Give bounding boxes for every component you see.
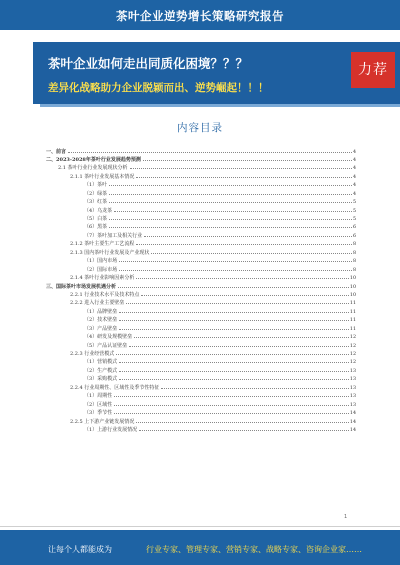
toc-entry[interactable] (46, 146, 356, 154)
table-of-contents (46, 146, 356, 433)
hero-divider (40, 104, 400, 107)
toc-entry-label: （3）季节性 (84, 410, 113, 417)
toc-entry[interactable] (46, 214, 356, 222)
toc-entry-page: 10 (349, 292, 356, 298)
toc-entry-label: （3）产品壁垒 (84, 325, 118, 332)
toc-entry[interactable] (46, 256, 356, 264)
toc-entry[interactable] (46, 188, 356, 196)
toc-entry[interactable] (46, 424, 356, 432)
logo-badge: 力荐 (351, 52, 395, 88)
toc-leader-dots (134, 332, 349, 339)
toc-entry[interactable] (46, 163, 356, 171)
toc-entry-page: 6 (352, 233, 356, 239)
toc-entry[interactable] (46, 180, 356, 188)
toc-entry-page: 14 (349, 427, 356, 433)
toc-entry-page: 14 (349, 419, 356, 425)
toc-entry-label: （2）技术壁垒 (84, 317, 118, 324)
toc-entry-label: 2.2.4 行业周期性、区域性及季节性特征 (70, 384, 160, 391)
toc-entry-page: 12 (349, 352, 356, 357)
toc-leader-dots (161, 382, 349, 389)
toc-entry[interactable] (46, 264, 356, 272)
toc-entry-label: 2.1.1 茶叶行业发展基本情况 (70, 173, 135, 180)
toc-entry-label: （1）品牌壁垒 (84, 308, 118, 315)
hero-slogan: 差异化战略助力企业脱颖而出、逆势崛起！！！ (48, 82, 269, 94)
toc-entry-label: （3）红茶 (84, 199, 108, 206)
toc-leader-dots (126, 298, 349, 305)
toc-leader-dots (136, 239, 352, 246)
toc-leader-dots (109, 197, 352, 204)
toc-entry-page: 13 (349, 368, 356, 374)
toc-leader-dots (116, 349, 349, 356)
toc-entry-label: （4）乌龙茶 (84, 207, 113, 214)
toc-entry-label: （5）产品认证壁垒 (84, 342, 128, 349)
toc-entry[interactable] (46, 281, 356, 289)
toc-entry-page: 13 (349, 394, 356, 400)
toc-entry[interactable] (46, 357, 356, 365)
report-title: 茶叶企业逆势增长策略研究报告 (116, 9, 284, 23)
toc-entry-page: 4 (352, 183, 356, 189)
toc-entry[interactable] (46, 289, 356, 297)
toc-leader-dots (136, 273, 349, 280)
toc-entry-page: 12 (349, 335, 356, 341)
toc-entry-label: 2.1.2 茶叶主要生产工艺流程 (70, 241, 135, 248)
toc-entry[interactable] (46, 391, 356, 399)
toc-entry-label: （2）国际市场 (84, 266, 118, 273)
toc-entry-page: 8 (352, 250, 356, 256)
toc-entry[interactable] (46, 222, 356, 230)
toc-entry-label: 2.2.1 行业技术水平及技术特点 (70, 291, 140, 298)
toc-entry-label: （2）绿茶 (84, 190, 108, 197)
toc-leader-dots (136, 416, 349, 423)
footer-tagline: 让每个人都能成为 (48, 545, 112, 554)
toc-leader-dots (141, 289, 349, 296)
toc-entry-page: 6 (352, 225, 356, 231)
toc-leader-dots (139, 424, 349, 431)
toc-entry-page: 5 (352, 217, 356, 222)
toc-leader-dots (114, 391, 349, 398)
toc-entry[interactable] (46, 349, 356, 357)
toc-entry-label: （3）采购模式 (84, 376, 118, 383)
toc-entry[interactable] (46, 416, 356, 424)
toc-entry-page: 8 (352, 242, 356, 248)
toc-entry-label: 2.1.3 国内茶叶行业发展及产业现状 (70, 249, 150, 256)
toc-entry[interactable] (46, 298, 356, 306)
toc-entry-page: 13 (349, 377, 356, 383)
toc-leader-dots (119, 256, 352, 263)
toc-entry-page: 4 (352, 174, 356, 180)
toc-entry-page: 5 (352, 208, 356, 214)
hero-question: 茶叶企业如何走出同质化困境？？？ (48, 56, 249, 71)
toc-leader-dots (119, 306, 349, 313)
toc-entry-page: 13 (349, 402, 356, 408)
toc-entry-page: 14 (349, 411, 356, 417)
toc-leader-dots (109, 188, 352, 195)
toc-leader-dots (118, 281, 349, 288)
toc-entry-page: 13 (349, 385, 356, 391)
toc-leader-dots (143, 154, 352, 161)
toc-entry-label: （1）上游行业发展情况 (84, 426, 138, 433)
toc-entry[interactable] (46, 374, 356, 382)
toc-leader-dots (114, 408, 349, 415)
toc-leader-dots (114, 205, 352, 212)
toc-entry[interactable] (46, 247, 356, 255)
toc-entry-page: 11 (349, 318, 356, 324)
toc-leader-dots (119, 357, 349, 364)
toc-entry[interactable] (46, 273, 356, 281)
toc-entry-label: 2.1.4 茶叶行业影响因素分析 (70, 275, 135, 282)
toc-leader-dots (114, 399, 349, 406)
toc-entry[interactable] (46, 332, 356, 340)
toc-entry[interactable] (46, 171, 356, 179)
footer-roles: 行业专家、管理专家、营销专家、战略专家、咨询企业家…… (146, 545, 362, 554)
toc-entry-label: （1）茶叶 (84, 182, 108, 189)
toc-leader-dots (119, 365, 349, 372)
toc-leader-dots (130, 163, 352, 170)
toc-entry-label: （6）黑茶 (84, 224, 108, 231)
toc-leader-dots (109, 214, 352, 221)
page-number: 1 (344, 514, 348, 520)
toc-entry-page: 10 (349, 284, 356, 290)
toc-title: 内容目录 (177, 122, 223, 134)
toc-entry-label: （1）营销模式 (84, 359, 118, 366)
toc-entry[interactable] (46, 323, 356, 331)
toc-leader-dots (68, 146, 352, 153)
toc-entry-page: 4 (352, 166, 356, 172)
toc-entry-label: 2.1 茶叶行业行业发展现状分析 (58, 165, 128, 172)
toc-leader-dots (119, 264, 352, 271)
toc-leader-dots (109, 180, 352, 187)
toc-entry-label: 二、2023-2028年茶叶行业发展趋势预测 (46, 156, 141, 163)
toc-leader-dots (136, 171, 352, 178)
toc-entry-page: 11 (349, 301, 356, 307)
toc-entry[interactable] (46, 382, 356, 390)
toc-entry-page: 8 (352, 267, 356, 273)
toc-entry[interactable] (46, 399, 356, 407)
toc-entry-label: （7）茶叶加工及相关行业 (84, 232, 143, 239)
toc-entry-label: （2）生产模式 (84, 367, 118, 374)
toc-entry-label: 2.2.2 进入行业主要壁垒 (70, 300, 125, 307)
toc-leader-dots (144, 230, 352, 237)
toc-leader-dots (119, 315, 349, 322)
toc-entry[interactable] (46, 197, 356, 205)
toc-entry[interactable] (46, 340, 356, 348)
toc-entry-label: 一、前言 (46, 148, 67, 155)
toc-entry-page: 12 (349, 343, 356, 349)
toc-entry-label: （4）研发及规模壁垒 (84, 334, 133, 341)
toc-entry-label: （2）区域性 (84, 401, 113, 408)
toc-entry-label: 三、国际茶叶市场发展机遇分析 (46, 283, 117, 290)
toc-entry[interactable] (46, 205, 356, 213)
toc-entry-label: （1）周期性 (84, 393, 113, 400)
toc-entry[interactable] (46, 315, 356, 323)
toc-entry-page: 11 (349, 326, 356, 332)
toc-leader-dots (119, 374, 349, 381)
toc-leader-dots (129, 340, 349, 347)
toc-entry-label: 2.2.5 上下游产业链发展情况 (70, 418, 135, 425)
toc-entry-page: 11 (349, 309, 356, 315)
toc-entry-page: 10 (349, 276, 356, 282)
toc-entry-page: 4 (352, 191, 356, 197)
toc-entry[interactable] (46, 154, 356, 162)
toc-entry-label: （1）国内市场 (84, 258, 118, 265)
footer-divider (0, 526, 400, 527)
toc-entry[interactable] (46, 239, 356, 247)
toc-entry[interactable] (46, 306, 356, 314)
toc-leader-dots (119, 323, 349, 330)
toc-leader-dots (151, 247, 352, 254)
toc-entry-page: 12 (349, 360, 356, 366)
toc-leader-dots (109, 222, 352, 229)
toc-entry-label: （5）白茶 (84, 216, 108, 222)
toc-entry[interactable] (46, 408, 356, 416)
toc-entry-page: 4 (352, 157, 356, 163)
toc-entry[interactable] (46, 230, 356, 238)
toc-entry[interactable] (46, 365, 356, 373)
toc-entry-page: 5 (352, 200, 356, 206)
toc-entry-page: 4 (352, 149, 356, 155)
toc-entry-label: 2.2.3 行业经营模式 (70, 351, 115, 357)
toc-entry-page: 8 (352, 259, 356, 265)
